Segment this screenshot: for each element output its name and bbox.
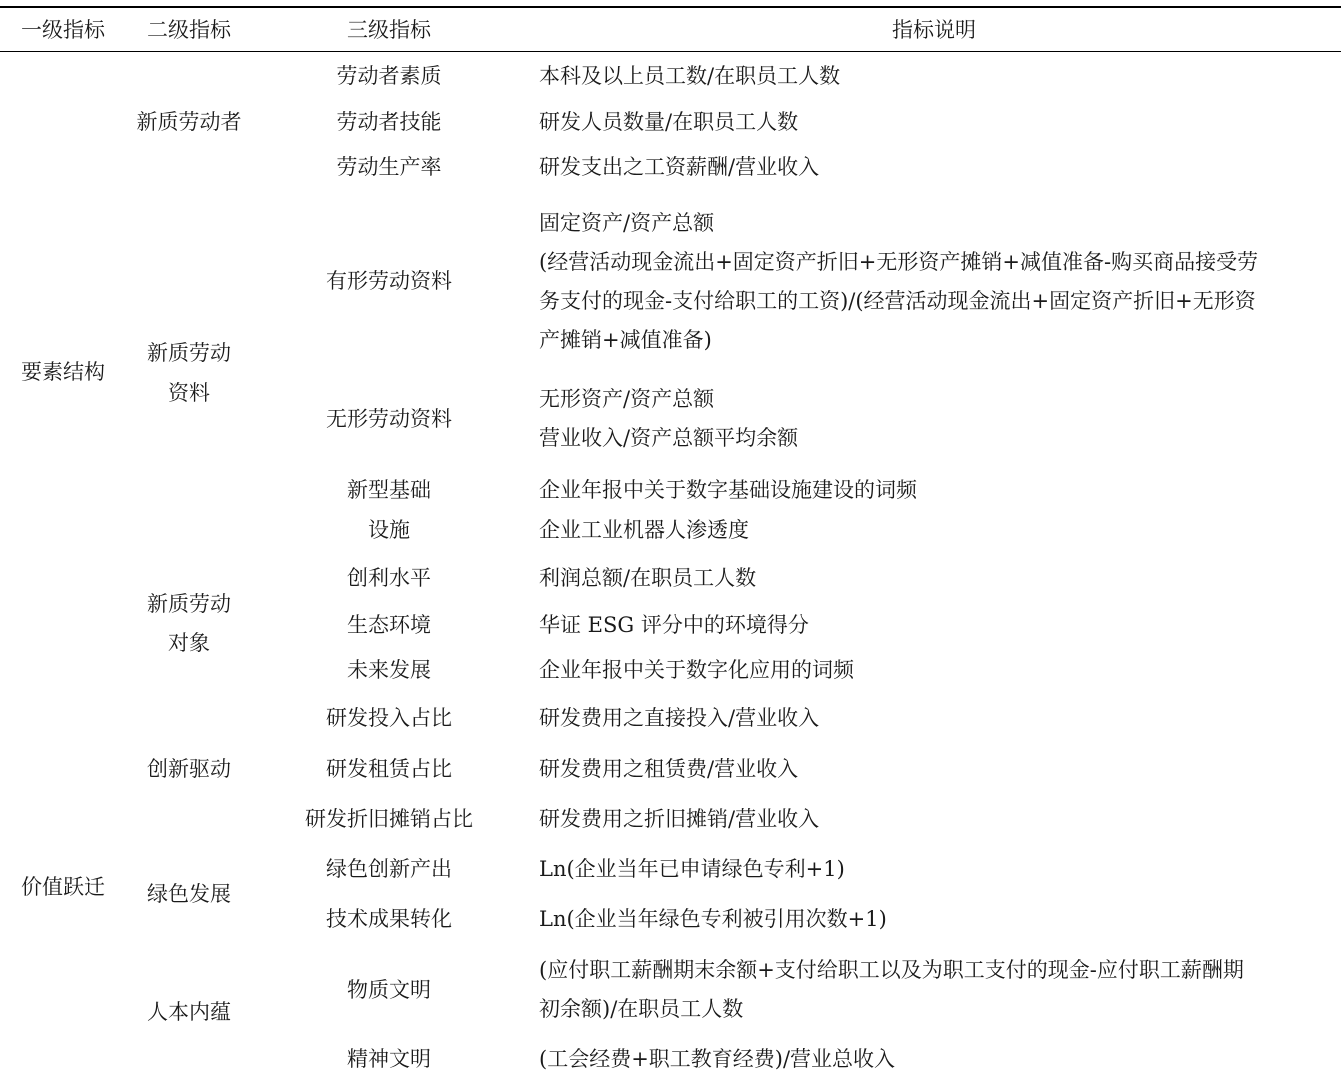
level1-value-leap: 价值跃迁 [21, 875, 105, 899]
description-line: 无形资产/资产总额 [539, 387, 715, 411]
description-line: (经营活动现金流出+固定资产折旧+无形资产摊销+减值准备-购买商品接受劳 [539, 250, 1259, 274]
level3-row-line2: 设施 [368, 518, 410, 542]
description-line: 企业工业机器人渗透度 [539, 518, 749, 542]
description-line: 固定资产/资产总额 [539, 211, 715, 235]
description-line: 研发费用之租赁费/营业收入 [539, 757, 799, 781]
header-description: 指标说明 [892, 18, 976, 42]
level2-labor-object-line2: 对象 [168, 631, 210, 655]
top-rule [0, 6, 1341, 8]
level2-green-development: 绿色发展 [147, 882, 231, 906]
level3-row: 研发租赁占比 [326, 757, 452, 781]
level3-row: 精神文明 [347, 1047, 431, 1071]
description-line: 企业年报中关于数字化应用的词频 [539, 658, 854, 682]
description-line: 本科及以上员工数/在职员工人数 [539, 64, 841, 88]
level2-labor-means-line1: 新质劳动 [147, 341, 231, 365]
description-line: 初余额)/在职员工人数 [539, 997, 744, 1021]
description-line: 企业年报中关于数字基础设施建设的词频 [539, 478, 917, 502]
level3-row: 劳动生产率 [336, 155, 442, 179]
level2-new-quality-laborer: 新质劳动者 [136, 110, 242, 134]
description-line: 务支付的现金-支付给职工的工资)/(经营活动现金流出+固定资产折旧+无形资 [539, 289, 1256, 313]
description-line: (应付职工薪酬期末余额+支付给职工以及为职工支付的现金-应付职工薪酬期 [539, 958, 1244, 982]
level3-row-line1: 新型基础 [347, 478, 431, 502]
description-line: Ln(企业当年绿色专利被引用次数+1) [539, 907, 887, 931]
level3-row: 绿色创新产出 [326, 857, 452, 881]
header-rule [0, 51, 1341, 52]
level3-row: 研发投入占比 [326, 706, 452, 730]
level3-row: 有形劳动资料 [326, 269, 452, 293]
description-line: 研发费用之折旧摊销/营业收入 [539, 807, 820, 831]
level3-row: 研发折旧摊销占比 [305, 807, 473, 831]
level2-labor-means-line2: 资料 [168, 381, 210, 405]
description-line: 营业收入/资产总额平均余额 [539, 426, 799, 450]
level2-labor-object-line1: 新质劳动 [147, 592, 231, 616]
header-level3: 三级指标 [347, 18, 431, 42]
level3-row: 未来发展 [347, 658, 431, 682]
description-line: 研发人员数量/在职员工人数 [539, 110, 799, 134]
description-line: 研发支出之工资薪酬/营业收入 [539, 155, 820, 179]
header-level1: 一级指标 [21, 18, 105, 42]
level3-row: 生态环境 [347, 613, 431, 637]
level3-row: 劳动者技能 [336, 110, 442, 134]
description-line: 研发费用之直接投入/营业收入 [539, 706, 820, 730]
description-line: (工会经费+职工教育经费)/营业总收入 [539, 1047, 896, 1071]
level2-humanistic: 人本内蕴 [147, 1000, 231, 1024]
description-line: 利润总额/在职员工人数 [539, 566, 757, 590]
level2-innovation-driven: 创新驱动 [147, 757, 231, 781]
description-line: 产摊销+减值准备) [539, 328, 712, 352]
level3-row: 物质文明 [347, 978, 431, 1002]
header-level2: 二级指标 [147, 18, 231, 42]
description-line: Ln(企业当年已申请绿色专利+1) [539, 857, 845, 881]
level3-row: 技术成果转化 [326, 907, 452, 931]
level1-element-structure: 要素结构 [21, 360, 105, 384]
level3-row: 创利水平 [347, 566, 431, 590]
level3-row: 无形劳动资料 [326, 407, 452, 431]
description-line: 华证 ESG 评分中的环境得分 [539, 613, 809, 637]
level3-row: 劳动者素质 [336, 64, 442, 88]
